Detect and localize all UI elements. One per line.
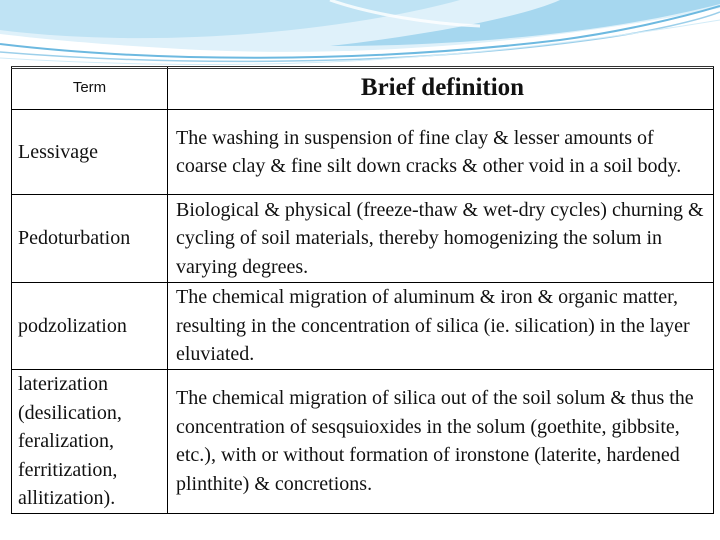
term-cell: Pedoturbation (12, 195, 168, 282)
definition-cell: The chemical migration of silica out of the soil solum & thus the concentration of sesqsuioxides in the solum (goethite, gibbsite, etc.), with or without formation of ironstone (laterite, hardened plinthite) & concretions. (168, 369, 714, 513)
table-header-row (12, 67, 714, 110)
term-cell: podzolization (12, 282, 168, 369)
definition-cell: The washing in suspension of fine clay & lesser amounts of coarse clay & fine silt down cracks & other void in a soil body. (168, 110, 714, 195)
definition-cell: Biological & physical (freeze-thaw & wet-dry cycles) churning & cycling of soil materials, thereby homogenizing the solum in varying degrees. (168, 195, 714, 282)
definition-cell: The chemical migration of aluminum & iron & organic matter, resulting in the concentration of silica (ie. silication) in the layer eluviated. (168, 282, 714, 369)
header-term: Term (12, 67, 168, 110)
header-definition: Brief definition (168, 67, 714, 110)
term-cell: laterization (desilication, feralization, ferritization, allitization). (12, 369, 168, 513)
table-row (12, 110, 714, 195)
header-wave-decoration (0, 0, 720, 70)
table-row (12, 195, 714, 282)
term-cell: Lessivage (12, 110, 168, 195)
definitions-table (11, 66, 714, 514)
definitions-table-container (11, 66, 714, 514)
table-row (12, 282, 714, 369)
table-top-border (11, 66, 714, 69)
table-row (12, 369, 714, 513)
